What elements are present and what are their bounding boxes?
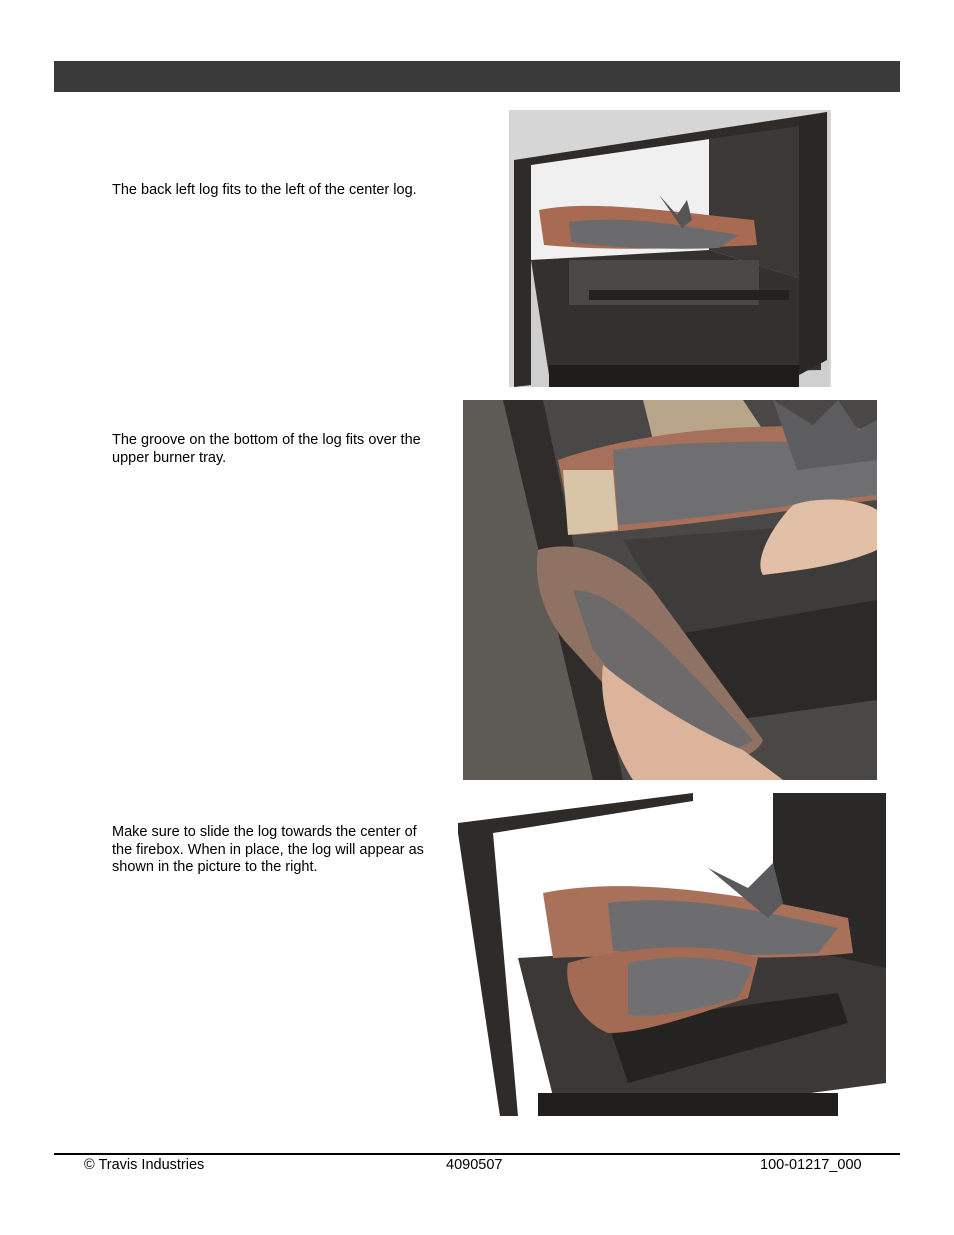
footer-part-number: 100-01217_000 bbox=[760, 1157, 862, 1173]
firebox-logs-in-place-photo bbox=[458, 793, 886, 1116]
footer-doc-code: 4090507 bbox=[446, 1157, 503, 1173]
footer-copyright: © Travis Industries bbox=[84, 1157, 205, 1173]
footer-divider bbox=[54, 1153, 900, 1155]
log-groove-closeup-photo bbox=[463, 400, 877, 780]
step-2-text: The groove on the bottom of the log fits over the upper burner tray. bbox=[112, 432, 421, 466]
step-3-text: Make sure to slide the log towards the center of the firebox. When in place, the log will appear as shown in the picture to the right. bbox=[112, 824, 424, 875]
step-1-text: The back left log fits to the left of the center log. bbox=[112, 182, 417, 198]
firebox-log-back-left-photo bbox=[509, 110, 831, 387]
section-header-bar bbox=[54, 61, 900, 92]
